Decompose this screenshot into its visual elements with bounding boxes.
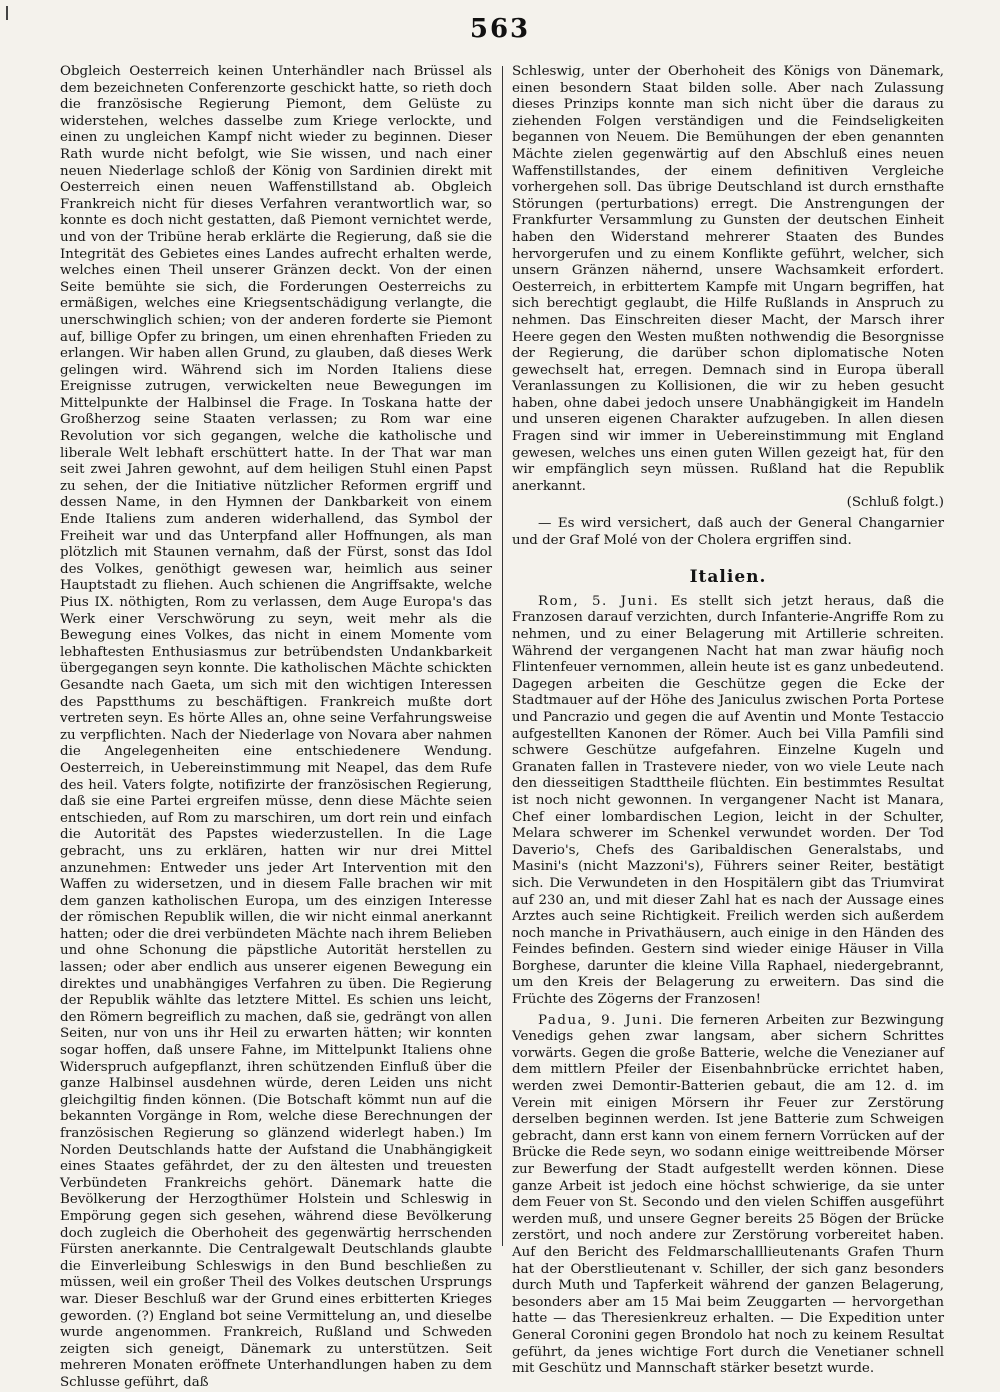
padua-dateline: Padua, 9. Juni.: [538, 1012, 664, 1028]
left-column: [60, 64, 492, 1392]
rome-dateline: Rom, 5. Juni.: [538, 593, 660, 609]
continuation-paragraph: Schleswig, unter der Oberhoheit des Königs von Dänemark, einen besondern Staat bilden solle. Aber nach Zulassung dieses Prinzips konnte man sich nicht über die daraus zu ziehenden Folgen verständigen und die Feindseligkeiten begannen von Neuem. Die Bemühungen der eben genannten Mächte zielen gegenwärtig auf den Abschluß eines neuen Waffenstillstandes, der einem definitiven Vergleiche vorhergehen soll. Das übrige Deutschland ist durch ernsthafte Störungen (perturbations) erregt. Die Anstrengungen der Frankfurter Versammlung zu Gunsten der deutschen Einheit haben den Widerstand mehrerer Staaten des Bundes hervorgerufen und zu einem Konflikte geführt, welcher, sich unsern Gränzen nähernd, unsere Wachsamkeit erfordert. Oesterreich, in erbittertem Kampfe mit Ungarn begriffen, hat sich berechtigt geglaubt, die Hilfe Rußlands in Anspruch zu nehmen. Das Einschreiten dieser Macht, der Marsch ihrer Heere gegen den Westen mußten nothwendig die Besorgnisse der Regierung, die darüber schon diplomatische Noten gewechselt hat, erregen. Demnach sind in Europa überall Veranlassungen zu Kollisionen, die wir zu heben gesucht haben, ohne dabei jedoch unsere Unabhängigkeit im Handeln und unseren eigenen Charakter aufzugeben. In allen diesen Fragen sind wir immer in Uebereinstimmung mit England gewesen, welches uns einen guten Willen gezeigt hat, für den wir empfänglich seyn müssen. Rußland hat die Republik anerkannt.: [512, 64, 944, 494]
left-paragraph: Obgleich Oesterreich keinen Unterhändler nach Brüssel als dem bezeichneten Conferenzorte geschickt hatte, so rieth doch die französische Regierung Piemont, dem Gelüste zu widerstehen, welches dasselbe zum Kriege verlockte, und einen zu ungleichen Kampf nicht wieder zu beginnen. Dieser Rath wurde nicht befolgt, wie Sie wissen, und nach einer neuen Niederlage schloß der König von Sardinien direkt mit Oesterreich einen neuen Waffenstillstand ab. Obgleich Frankreich nicht für dieses Verfahren verantwortlich war, so konnte es doch nicht gestatten, daß Piemont vernichtet werde, und von der Tribüne herab erklärte die Regierung, daß sie die Integrität des Gebietes eines Landes aufrecht erhalten werde, welches einen Theil unserer Gränzen deckt. Von der einen Seite bemühte sie sich, die Forderungen Oesterreichs zu ermäßigen, welches eine Kriegsentschädigung verlangte, die unerschwinglich schien; von der anderen forderte sie Piemont auf, billige Opfer zu bringen, um einen ehrenhaften Frieden zu erlangen. Wir haben allen Grund, zu glauben, daß dieses Werk gelingen wird. Während sich im Norden Italiens diese Ereignisse zutrugen, verwickelten neue Bewegungen im Mittelpunkte der Halbinsel die Frage. In Toskana hatte der Großherzog seine Staaten verlassen; zu Rom war eine Revolution vor sich gegangen, welche die katholische und liberale Welt lebhaft erschüttert hatte. In der That war man seit zwei Jahren gewohnt, auf dem heiligen Stuhl einen Papst zu sehen, der die Initiative nützlicher Reformen ergriff und dessen Name, in den Hymnen der Dankbarkeit von einem Ende Italiens zum anderen widerhallend, das Symbol der Freiheit war und das Unterpfand aller Hoffnungen, als man plötzlich mit Staunen vernahm, daß der Fürst, sonst das Idol des Volkes, genöthigt gewesen war, heimlich aus seiner Hauptstadt zu fliehen. Auch schienen die Angriffsakte, welche Pius IX. nöthigten, Rom zu verlassen, dem Auge Europa's das Werk einer Verschwörung zu seyn, weit mehr als die Bewegung eines Volkes, das nicht in einem Momente vom lebhaftesten Enthusiasmus zur betrübendsten Undankbarkeit übergegangen seyn konnte. Die katholischen Mächte schickten Gesandte nach Gaeta, um sich mit den wichtigen Interessen des Papstthums zu beschäftigen. Frankreich mußte dort vertreten seyn. Es hörte Alles an, ohne seine Verfahrungsweise zu verpflichten. Nach der Niederlage von Novara aber nahmen die Angelegenheiten eine entschiedenere Wendung. Oesterreich, in Uebereinstimmung mit Neapel, das dem Rufe des heil. Vaters folgte, notifizirte der französischen Regierung, daß sie eine Partei ergreifen müsse, denn diese Mächte seien entschieden, auf Rom zu marschiren, um dort rein und einfach die Autorität des Papstes wiederzustellen. In die Lage gebracht, uns zu erklären, hatten wir nur drei Mittel anzunehmen: Entweder uns jeder Art Intervention mit den Waffen zu widersetzen, und in diesem Falle brachen wir mit dem ganzen katholischen Europa, um des einzigen Interesse der römischen Republik willen, die wir nicht einmal anerkannt hatten; oder die drei verbündeten Mächte nach ihrem Belieben und ohne Schonung die päpstliche Autorität herstellen zu lassen; oder aber endlich aus unserer eigenen Bewegung ein direktes und unabhängiges Verfahren zu üben. Die Regierung der Republik wählte das letztere Mittel. Es schien uns leicht, den Römern begreiflich zu machen, daß sie, gedrängt von allen Seiten, nur von uns ihr Heil zu erwarten hätten; wir konnten sogar hoffen, daß unsere Fahne, im Mittelpunkt Italiens ohne Widerspruch aufgepflanzt, ihren schützenden Einfluß über die ganze Halbinsel ausdehnen würde, deren Leiden uns nicht gleichgiltig finden können. (Die Botschaft kömmt nun auf die bekannten Vorgänge in Rom, welche diese Berechnungen der französischen Regierung so glänzend widerlegt haben.) Im Norden Deutschlands hatte der Aufstand die Unabhängigkeit eines Staates gefährdet, der zu den ältesten und treuesten Verbündeten Frankreichs gehört. Dänemark hatte die Bevölkerung der Herzogthümer Holstein und Schleswig in Empörung gegen sich gesehen, während diese Bevölkerung doch zugleich die Oberhoheit des gegenwärtig herrschenden Fürsten anerkannte. Die Centralgewalt Deutschlands glaubte die Einverleibung Schleswigs in den Bund beschließen zu müssen, weil ein großer Theil des Volkes deutschen Ursprungs war. Dieser Beschluß war der Grund eines erbitterten Krieges geworden. (?) England bot seine Vermittelung an, und dieselbe wurde angenommen. Frankreich, Rußland und Schweden zeigten sich geneigt, Dänemark zu unterstützen. Seit mehreren Monaten eröffnete Unterhandlungen haben zu dem Schlusse geführt, daß: [60, 64, 492, 1390]
closing-note: (Schluß folgt.): [846, 495, 944, 511]
rome-report: [512, 594, 944, 1009]
right-column: [512, 64, 944, 1378]
rome-text: Es stellt sich jetzt heraus, daß die Franzosen darauf verzichten, durch Infanterie-Angriffe Rom zu nehmen, und zu einer Belagerung mit Artillerie schreiten. Während der vergangenen Nacht hat man zwar häufig noch Flintenfeuer vernommen, allein heute ist es ganz unbedeutend. Dagegen arbeiten die Geschütze gegen die Ecke der Stadtmauer auf der Höhe des Janiculus zwischen Porta Portese und Pancrazio und gegen die auf Aventin und Monte Testaccio aufgestellten Kanonen der Römer. Auch bei Villa Pamfili sind schwere Geschütze aufgefahren. Einzelne Kugeln und Granaten fallen in Trastevere nieder, von wo viele Leute nach den diesseitigen Stadttheile flüchten. Ein bestimmtes Resultat ist noch nicht gewonnen. In vergangener Nacht ist Manara, Chef einer lombardischen Legion, leicht in der Schulter, Melara schwerer im Schenkel verwundet worden. Der Tod Daverio's, Chefs des Garibaldischen Generalstabs, und Masini's (nicht Mazzoni's), Führers seiner Reiter, bestätigt sich. Die Verwundeten in den Hospitälern gibt das Triumvirat auf 230 an, und mit dieser Zahl hat es nach der Aussage eines Arztes auch seine Richtigkeit. Freilich werden sich außerdem noch manche in Privathäusern, auch einige in den Händen des Feindes befinden. Gestern sind wieder einige Häuser in Villa Borghese, darunter die kleine Villa Raphael, niedergebrannt, um den Kreis der Belagerung zu erweitern. Das sind die Früchte des Zögerns der Franzosen!: [512, 593, 945, 1008]
column-divider: [502, 66, 503, 1246]
news-note: — Es wird versichert, daß auch der General Changarnier und der Graf Molé von der Cholera ergriffen sind.: [512, 516, 944, 548]
section-heading-italy: Italien.: [689, 567, 767, 588]
padua-report: [512, 1013, 944, 1378]
padua-text: Die ferneren Arbeiten zur Bezwingung Venedigs gehen zwar langsam, aber sichern Schrittes vorwärts. Gegen die große Batterie, welche die Venezianer auf dem mittlern Pfeiler der Eisenbahnbrücke errichtet haben, werden zwei Demontir-Batterien gebaut, die am 12. d. im Verein mit einigen Mörsern ihr Feuer zur Zerstörung derselben beginnen werden. Ist jene Batterie zum Schweigen gebracht, dann erst kann von einem fernern Vorrücken auf der Brücke die Rede seyn, wo sodann einige weittreibende Mörser zur Bewerfung der Stadt aufgestellt werden können. Diese ganze Arbeit ist jedoch eine höchst schwierige, da sie unter dem Feuer von St. Secondo und den vielen Schiffen ausgeführt werden muß, und unsere Gegner bereits 25 Bögen der Brücke zerstört, und noch andere zur Zerstörung vorbereitet haben. Auf den Bericht des Feldmarschalllieutenants Grafen Thurn hat der Oberstlieutenant v. Schiller, der sich ganz besonders durch Muth und Tapferkeit während der ganzen Belagerung, besonders aber am 15 Mai beim Zeuggarten — hervorgethan hatte — das Theresienkreuz erhalten. — Die Expedition unter General Coronini gegen Brondolo hat noch zu keinem Resultat geführt, da jenes wichtige Fort durch die Venetianer schnell mit Geschütz und Mannschaft stärker besetzt wurde.: [512, 1012, 944, 1377]
page-number: 563: [469, 14, 531, 44]
